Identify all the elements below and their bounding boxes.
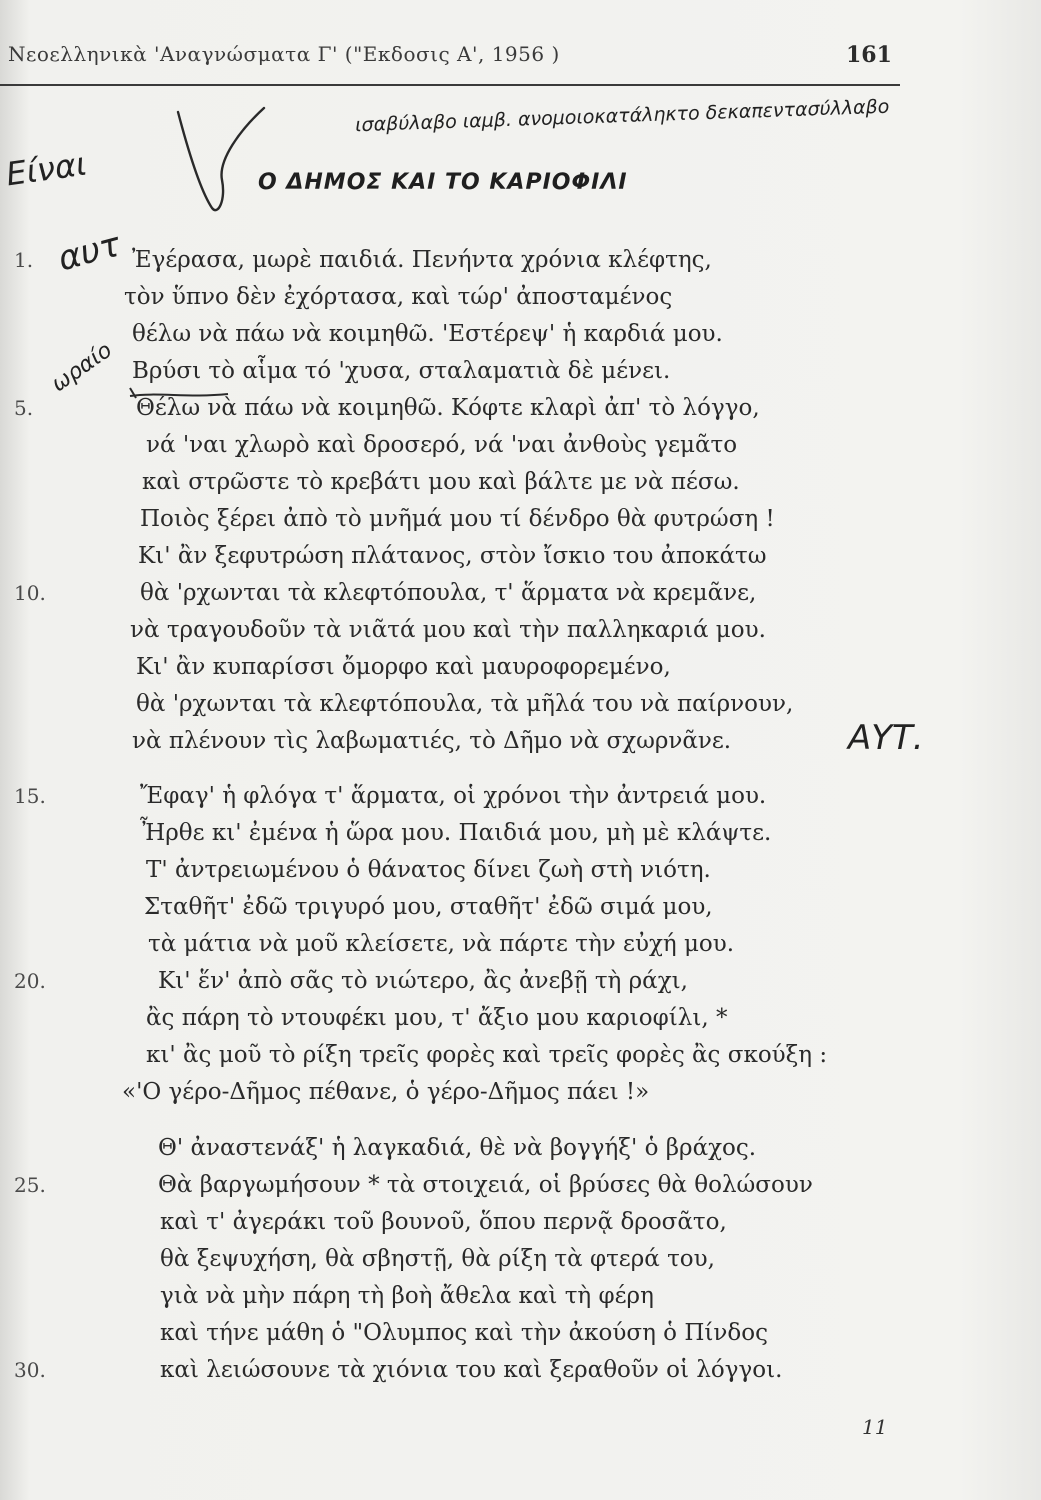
verse-line	[0, 388, 1041, 428]
handwritten-aut-1: αυτ	[53, 224, 125, 280]
verse-text: Θέλω νὰ πάω νὰ κοιμηθῶ. Κόφτε κλαρὶ ἀπ' τὸ λόγγο,	[136, 395, 760, 421]
verse-text: καὶ λειώσουνε τὰ χιόνια του καὶ ξεραθοῦν οἱ λόγγοι.	[160, 1357, 783, 1383]
verse-text: Κι' ἂν κυπαρίσσι ὄμορφο καὶ μαυροφορεμένο,	[136, 654, 671, 680]
line-number: 20.	[14, 969, 46, 993]
verse-text: θὰ ξεψυχήση, θὰ σβηστῇ, θὰ ρίξη τὰ φτερά του,	[160, 1246, 715, 1272]
running-header: Νεοελληνικὰ 'Αναγνώσματα Γ' ("Εκδοσις Α', 1956 )	[8, 42, 560, 66]
verse-line	[0, 1313, 1041, 1353]
verse-text: νὰ τραγουδοῦν τὰ νιᾶτά μου καὶ τὴν παλληκαριά μου.	[130, 617, 766, 643]
verse-text: Τ' ἀντρειωμένου ὁ θάνατος δίνει ζωὴ στὴ νιότη.	[146, 857, 711, 883]
verse-text: Βρύσι τὸ αἷμα τό 'χυσα, σταλαματιὰ δὲ μένει.	[132, 358, 671, 384]
verse-line	[0, 277, 1041, 317]
verse-line	[0, 721, 1041, 761]
line-number: 25.	[14, 1173, 46, 1197]
line-number: 30.	[14, 1358, 46, 1382]
verse-text: Ἦρθε κι' ἐμένα ἡ ὥρα μου. Παιδιά μου, μὴ μὲ κλάψτε.	[140, 820, 772, 846]
verse-text: θέλω νὰ πάω νὰ κοιμηθῶ. 'Εστέρεψ' ἡ καρδιά μου.	[132, 321, 723, 347]
verse-line	[0, 1239, 1041, 1279]
verse-text: «'Ο γέρο-Δῆμος πέθανε, ὁ γέρο-Δῆμος πάει !»	[122, 1079, 650, 1105]
verse-text: καὶ τήνε μάθη ὁ "Ολυμπος καὶ τὴν ἀκούση ὁ Πίνδος	[160, 1320, 768, 1346]
verse-line	[0, 314, 1041, 354]
handwritten-note-left: Είναι	[3, 144, 90, 194]
verse-text: Θ' ἀναστενάξ' ἡ λαγκαδιά, θὲ νὰ βογγήξ' ὁ βράχος.	[158, 1135, 757, 1161]
verse-line	[0, 1202, 1041, 1242]
line-number: 15.	[14, 784, 46, 808]
verse-text: νά 'ναι χλωρὸ καὶ δροσερό, νά 'ναι ἀνθοὺς γεμᾶτο	[146, 432, 738, 458]
verse-text: τὸν ὕπνο δὲν ἐχόρτασα, καὶ τώρ' ἀποσταμένος	[124, 284, 673, 310]
verse-line	[0, 850, 1041, 890]
verse-line	[0, 462, 1041, 502]
verse-line	[0, 776, 1041, 816]
page-number: 161	[846, 42, 892, 68]
verse-text: Ποιὸς ξέρει ἀπὸ τὸ μνῆμά μου τί δένδρο θὰ φυτρώση !	[140, 506, 775, 532]
line-number: 1.	[14, 248, 34, 272]
poem-title: Ο ΔΗΜΟΣ ΚΑΙ ΤΟ ΚΑΡΙΟΦΙΛΙ	[258, 170, 628, 195]
verse-text: κι' ἂς μοῦ τὸ ρίξη τρεῖς φορὲς καὶ τρεῖς φορὲς ἂς σκούξη :	[146, 1042, 828, 1068]
verse-text: Ἐγέρασα, μωρὲ παιδιά. Πενήντα χρόνια κλέφτης,	[132, 247, 712, 273]
header-rule	[0, 84, 900, 86]
verse-line	[0, 499, 1041, 539]
verse-line	[0, 1035, 1041, 1075]
verse-text: τὰ μάτια νὰ μοῦ κλείσετε, νὰ πάρτε τὴν εὐχή μου.	[148, 931, 735, 957]
verse-line	[0, 924, 1041, 964]
verse-line	[0, 1350, 1041, 1390]
verse-text: Κι' ἕν' ἀπὸ σᾶς τὸ νιώτερο, ἂς ἀνεβῇ τὴ ράχι,	[158, 968, 688, 994]
verse-line	[0, 610, 1041, 650]
verse-text: Ἔφαγ' ἡ φλόγα τ' ἅρματα, οἱ χρόνοι τὴν ἀντρειά μου.	[140, 783, 767, 809]
verse-line	[0, 1276, 1041, 1316]
verse-line	[0, 1165, 1041, 1205]
verse-line	[0, 887, 1041, 927]
line-number: 5.	[14, 396, 34, 420]
verse-line	[0, 961, 1041, 1001]
handwritten-note-top: ισαβύλαβο ιαμβ. ανομοιοκατάληκτο δεκαπεντασύλλαβο	[354, 95, 890, 137]
verse-line	[0, 813, 1041, 853]
verse-line	[0, 536, 1041, 576]
verse-text: θὰ 'ρχωνται τὰ κλεφτόπουλα, τ' ἅρματα νὰ κρεμᾶνε,	[140, 580, 757, 606]
handwritten-margin-note: ωραίο	[46, 337, 117, 398]
verse-text: νὰ πλένουν τὶς λαβωματιές, τὸ Δῆμο νὰ σχωρνᾶνε.	[132, 728, 732, 754]
verse-text: ἂς πάρη τὸ ντουφέκι μου, τ' ἄξιο μου καριοφίλι, *	[146, 1005, 728, 1031]
verse-text: καὶ στρῶστε τὸ κρεβάτι μου καὶ βάλτε με νὰ πέσω.	[142, 469, 740, 495]
verse-line	[0, 240, 1041, 280]
signature-mark: 11	[862, 1415, 888, 1439]
verse-line	[0, 1072, 1041, 1112]
verse-text: Σταθῆτ' ἐδῶ τριγυρό μου, σταθῆτ' ἐδῶ σιμά μου,	[144, 894, 713, 920]
line-number: 10.	[14, 581, 46, 605]
verse-line	[0, 351, 1041, 391]
verse-line	[0, 998, 1041, 1038]
verse-line	[0, 425, 1041, 465]
verse-text: Θὰ βαργωμήσουν * τὰ στοιχειά, οἱ βρύσες θὰ θολώσουν	[158, 1172, 813, 1198]
verse-line	[0, 1128, 1041, 1168]
handwritten-check-mark	[160, 100, 280, 220]
verse-text: θὰ 'ρχωνται τὰ κλεφτόπουλα, τὰ μῆλά του νὰ παίρνουν,	[136, 691, 794, 717]
verse-text: Κι' ἂν ξεφυτρώση πλάτανος, στὸν ἴσκιο του ἀποκάτω	[138, 543, 767, 569]
verse-line	[0, 684, 1041, 724]
handwritten-aut-2: ΑΥΤ.	[848, 718, 924, 758]
verse-line	[0, 573, 1041, 613]
verse-text: γιὰ νὰ μὴν πάρη τὴ βοὴ ἄθελα καὶ τὴ φέρη	[160, 1283, 654, 1309]
verse-line	[0, 647, 1041, 687]
verse-text: καὶ τ' ἀγεράκι τοῦ βουνοῦ, ὅπου περνᾷ δροσᾶτο,	[160, 1209, 727, 1235]
